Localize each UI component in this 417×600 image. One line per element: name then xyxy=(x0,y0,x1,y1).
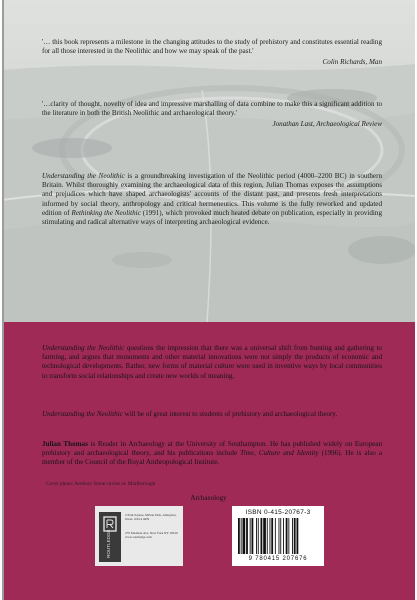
summary-text: questions the impression that there was a universal shift from hunting and gathering to farming, and argues that monuments and other material innovations were not simply the products of economic and technological developments. Rather, new forms of material culture were used in inventive ways by local communities to transform social relationships and create new worlds of meaning. xyxy=(42,344,382,380)
barcode-bar xyxy=(292,518,293,554)
description-text: is a groundbreaking investigation of the Neolithic period (4000–2200 BC) in southern Britain. Whilst thoroughly examining the archaeological data of this region, Julian Thomas exposes the assumptions and prejudices which have shaped archaeologists' accounts of the distant past, and presents fresh interpretations informed by social theory, anthropology and critical hermeneutics. This volume is the fully reworked and updated edition of xyxy=(42,172,382,217)
cover-credit: Cover photo: Avebury Stone circles nr. Marlborough xyxy=(46,481,156,487)
quote-source: Colin Richards, Man xyxy=(322,58,382,67)
barcode-bar xyxy=(250,518,251,554)
page-edge xyxy=(2,0,4,600)
barcode-bar xyxy=(238,518,240,554)
isbn-barcode xyxy=(232,506,324,566)
author-book-title: Time, Culture and Identity xyxy=(240,449,319,458)
author-bio xyxy=(42,440,382,468)
publisher-block xyxy=(95,506,183,566)
review-quote-2 xyxy=(42,100,382,130)
bio-text: (1996). He is also a member of the Council of the Royal Anthropological Institute. xyxy=(42,449,383,467)
barcode-icon xyxy=(238,518,318,556)
quote-source: Jonathan Last, Archaeological Review xyxy=(272,120,382,129)
bio-text: is Reader in Archaeology at the University of Southampton. He has published widely on European prehistory and archaeological theory, and his publications include xyxy=(42,440,383,458)
barcode-bar xyxy=(263,518,266,554)
quote-text: '… this book represents a milestone in the changing attitudes to the study of prehistory and constitutes essential reading for all those interested in the Neolithic and how we may speak of the past.' xyxy=(42,38,382,56)
publisher-address-uk: 2 Park Square, Milton Park, Abingdon, Oxon, OX14 4RN xyxy=(125,513,177,521)
book-title: Understanding the Neolithic xyxy=(42,344,125,352)
barcode-bar xyxy=(258,518,259,554)
cover-photo-avebury xyxy=(2,0,415,322)
barcode-digits: 9 780415 207676 xyxy=(248,556,308,562)
summary-paragraph xyxy=(42,344,382,381)
audience-text: will be of great interest to students of prehistory and archaeological theory. xyxy=(122,410,338,418)
barcode-bar xyxy=(252,518,254,554)
prior-edition-title: Rethinking the Neolithic xyxy=(71,208,141,217)
barcode-bar xyxy=(279,518,280,554)
logo-text: ROUTLEDGE xyxy=(106,529,111,558)
subject-category: Archaeology xyxy=(190,494,227,502)
barcode-bar xyxy=(243,518,246,554)
quote-text: '…clarity of thought, novelty of idea and impressive marshalling of data combine to make this a significant addition to the literature in both the British Neolithic and archaeological theory.' xyxy=(42,100,382,118)
book-back-cover xyxy=(2,0,415,600)
barcode-bar xyxy=(261,518,263,554)
book-title: Understanding the Neolithic xyxy=(42,172,125,180)
tree-cluster xyxy=(348,236,415,264)
audience-paragraph xyxy=(42,410,382,419)
barcode-bar xyxy=(280,518,281,554)
barcode-bar xyxy=(267,518,268,554)
book-title: Understanding the Neolithic xyxy=(42,410,123,418)
routledge-logo-icon xyxy=(99,512,121,562)
maroon-panel xyxy=(2,322,415,600)
barcode-bar xyxy=(283,518,284,554)
barcode-bar xyxy=(256,518,257,554)
review-quote-1 xyxy=(42,38,382,68)
barcode-bar xyxy=(275,518,276,554)
description-text: (1991), which provoked much heated debate on publication, especially in providing stimulating and radical alternative ways of interpreting archaeological evidence. xyxy=(42,208,382,227)
barcode-bar xyxy=(270,518,271,554)
routledge-logo xyxy=(99,512,121,562)
barcode-bar xyxy=(241,518,242,554)
isbn-number: ISBN 0-415-20767-3 xyxy=(245,509,311,516)
barcode-bar xyxy=(294,518,296,554)
barcode-bar xyxy=(288,518,289,554)
barcode-bar xyxy=(246,518,248,554)
book-description xyxy=(42,172,382,227)
barcode-bar xyxy=(286,518,288,554)
tree-cluster xyxy=(32,138,112,158)
tree-cluster xyxy=(112,252,172,268)
barcode-bar xyxy=(297,518,299,554)
barcode-bar xyxy=(271,518,273,554)
author-name: Julian Thomas xyxy=(42,440,88,448)
publisher-address-us: 270 Madison Ave, New York NY 10016 www.routledge.com xyxy=(125,531,178,539)
